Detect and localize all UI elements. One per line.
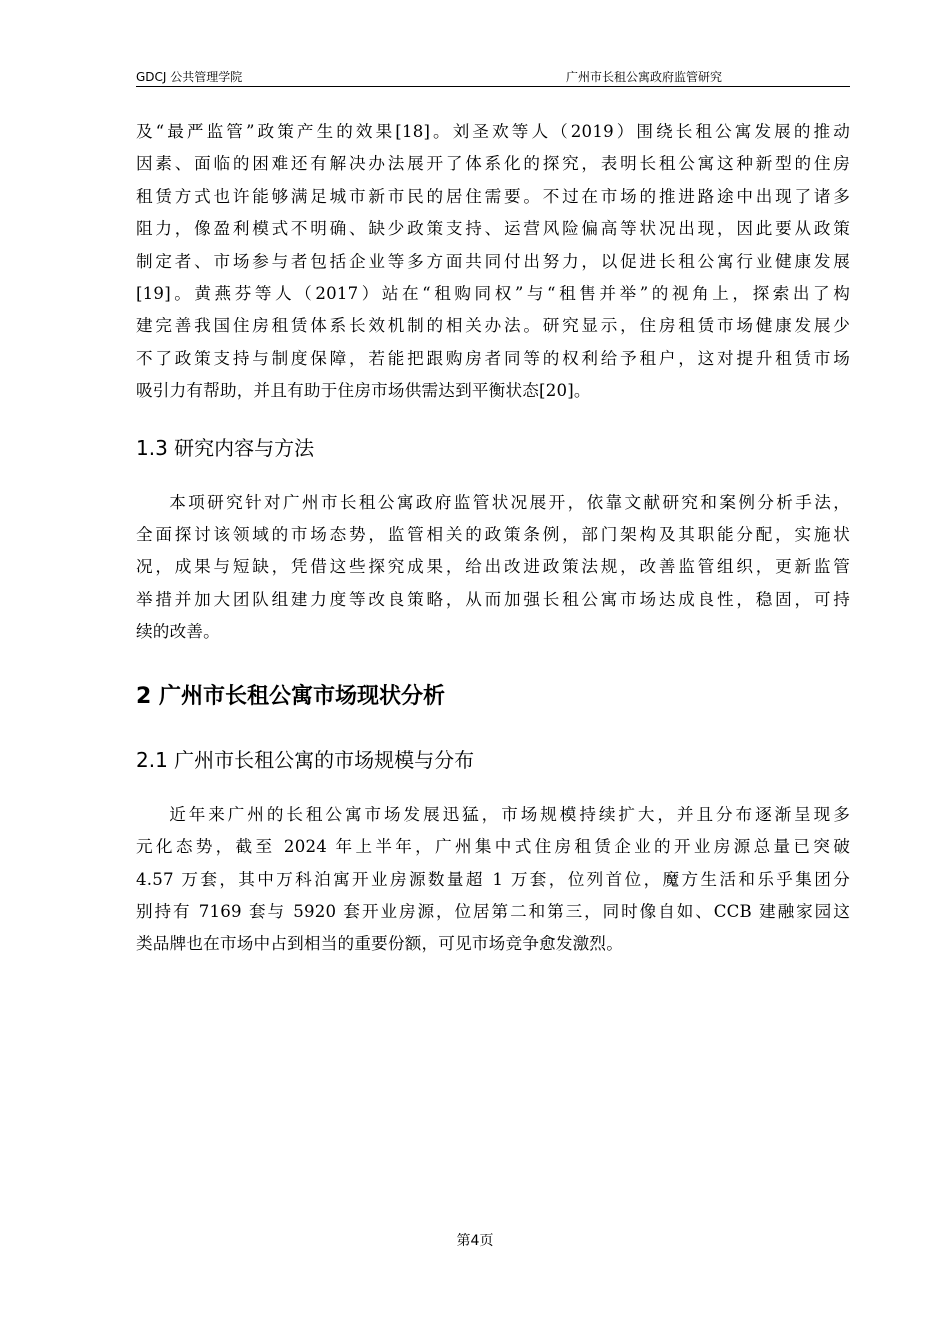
text-line: 全面探讨该领域的市场态势，监管相关的政策条例，部门架构及其职能分配，实施状	[136, 525, 850, 545]
text-line: 况，成果与短缺，凭借这些探究成果，给出改进政策法规，改善监管组织，更新监管	[136, 557, 850, 577]
section-2-1-paragraph	[136, 799, 850, 961]
intro-paragraph	[136, 116, 850, 408]
text-line: 阻力，像盈利模式不明确、缺少政策支持、运营风险偏高等状况出现，因此要从政策	[136, 219, 850, 239]
text-line: 续的改善。	[136, 622, 220, 642]
text-line: 4.57 万套，其中万科泊寓开业房源数量超 1 万套，位列首位，魔方生活和乐乎集团分	[136, 869, 850, 889]
text-line: [19]。黄燕芬等人（2017）站在“租购同权”与“租售并举”的视角上，探索出了构	[136, 284, 850, 304]
text-line: 元化态势，截至 2024 年上半年，广州集中式住房租赁企业的开业房源总量已突破	[136, 837, 850, 857]
text-line: 吸引力有帮助，并且有助于住房市场供需达到平衡状态[20]。	[136, 381, 591, 401]
header-paper-title: 广州市长租公寓政府监管研究	[566, 70, 723, 84]
header-school-name: GDCJ 公共管理学院	[136, 70, 243, 84]
text-line: 不了政策支持与制度保障，若能把跟购房者同等的权利给予租户，这对提升租赁市场	[136, 348, 850, 368]
chapter-heading-2: 2 广州市长租公寓市场现状分析	[136, 683, 445, 709]
text-line: 制定者、市场参与者包括企业等多方面共同付出努力，以促进长租公寓行业健康发展	[136, 251, 850, 271]
page-body	[136, 116, 850, 961]
section-1-3-paragraph	[136, 487, 850, 649]
page-header	[136, 66, 850, 87]
page-footer	[0, 1230, 950, 1250]
section-heading-2-1: 2.1 广州市长租公寓的市场规模与分布	[136, 747, 475, 772]
section-heading-1-3: 1.3 研究内容与方法	[136, 435, 315, 460]
text-line: 建完善我国住房租赁体系长效机制的相关办法。研究显示，住房租赁市场健康发展少	[136, 316, 850, 336]
text-line: 因素、面临的困难还有解决办法展开了体系化的探究，表明长租公寓这种新型的住房	[136, 154, 850, 174]
text-line: 租赁方式也许能够满足城市新市民的居住需要。不过在市场的推进路途中出现了诸多	[136, 186, 850, 206]
text-line: 举措并加大团队组建力度等改良策略，从而加强长租公寓市场达成良性，稳固，可持	[136, 589, 850, 609]
text-line: 本项研究针对广州市长租公寓政府监管状况展开，依靠文献研究和案例分析手法，	[169, 492, 850, 512]
text-line: 及“最严监管”政策产生的效果[18]。刘圣欢等人（2019）围绕长租公寓发展的推动	[136, 122, 850, 141]
page-number: 第4页	[456, 1233, 494, 1249]
text-line: 别持有 7169 套与 5920 套开业房源，位居第二和第三，同时像自如、CCB 建融家园这	[136, 901, 850, 921]
text-line: 近年来广州的长租公寓市场发展迅猛，市场规模持续扩大，并且分布逐渐呈现多	[169, 804, 850, 824]
text-line: 类品牌也在市场中占到相当的重要份额，可见市场竞争愈发激烈。	[136, 934, 624, 954]
